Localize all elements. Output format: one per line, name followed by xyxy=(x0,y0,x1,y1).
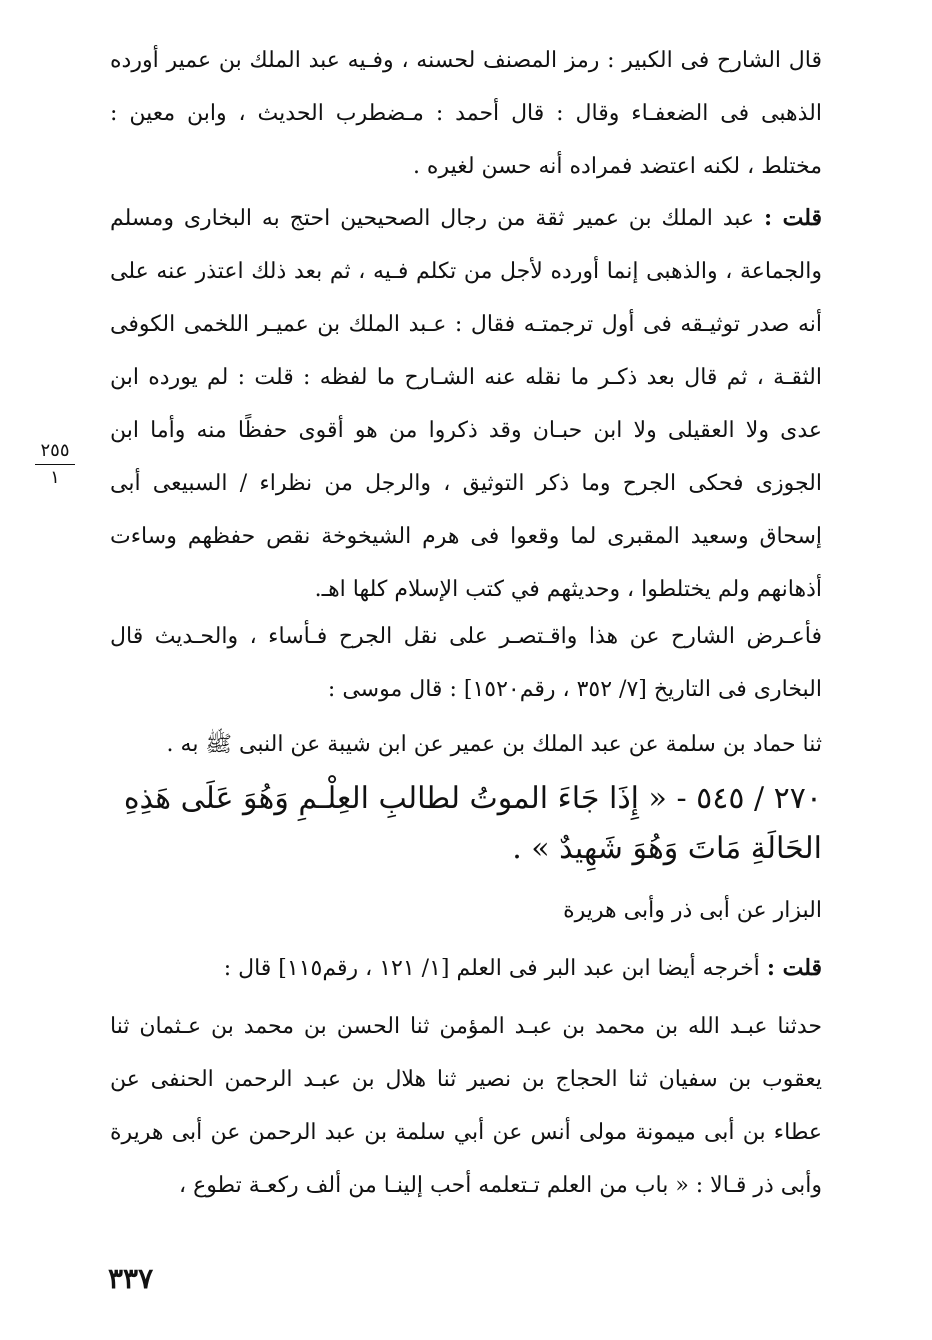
paragraph-isnad: ثنا حماد بن سلمة عن عبد الملك بن عمير عن ابن شيبة عن النبى ﷺ به . xyxy=(166,732,822,757)
margin-ref-divider xyxy=(35,464,75,465)
qultu-lead: قلت : xyxy=(766,955,822,981)
margin-ref-bottom: ١ xyxy=(50,467,60,488)
margin-ref-top: ٢٥٥ xyxy=(40,440,70,461)
paragraph-chain: حدثنا عبـد الله بن محمد بن عبـد المؤمن ثنا الحسن بن محمد بن عـثمان ثنا يعقوب بن سفيان ثنا الحجاج بن نصير ثنا هلال بن عبـد الرحمن الحنفى عن عطاء بن أبى ميمونة مولى أنس عن أبي سلمة بن عبد الرحمن عن أبى هريرة وأبى ذر قـالا : « باب من العلم تـتعلمه أحب إلينـا من ألف ركعـة تطوع ، xyxy=(110,1014,822,1198)
page-number: ٣٣٧ xyxy=(108,1262,154,1295)
paragraph-ibn-abd-al-barr: قلت : أخرجه أيضا ابن عبد البر فى العلم [١/ ١٢١ ، رقم١١٥] قال : xyxy=(223,955,822,981)
hadith-source: البزار عن أبى ذر وأبى هريرة xyxy=(563,898,822,923)
hadith-text: ٢٧٠ / ٥٤٥ - « إِذَا جَاءَ الموتُ لطالبِ العِلْـمِ وَهُوَ عَلَى هَذِهِ الحَالَةِ مَاتَ وَهُوَ شَهِيدٌ » . xyxy=(123,781,822,866)
paragraph-commentary: قال الشارح فى الكبير : رمز المصنف لحسنه ، وفـيه عبد الملك بن عمير أورده الذهبى فى الضعفـاء وقال : قال أحمد : مـضطرب الحديث ، وابن معين : مختلط ، لكنه اعتضد فمراده أنه حسن لغيره . xyxy=(110,48,822,179)
qultu-lead: قلت : xyxy=(763,205,823,231)
paragraph-bukhari: فأعـرض الشارح عن هذا واقـتصـر على نقل الجرح فـأساء ، والحـديث قال البخارى فى التاريخ [٧/ ٣٥٢ ، رقم١٥٢٠] : قال موسى : xyxy=(110,624,822,702)
margin-volume-reference xyxy=(30,440,80,489)
paragraph-rebuttal: قلت : عبد الملك بن عمير ثقة من رجال الصحيحين احتج به البخارى ومسلم والجماعة ، والذهبى إنما أورده لأجل من تكلم فـيه ، ثم بعد ذلك اعتذر عنه على أنه صدر توثيـقه فى أول ترجمتـه فقال : عـبد الملك بن عميـر اللخمى الكوفى الثقـة ، ثم قال بعد ذكـر ما نقله عنه الشـارح ما لفظه : قلت : لم يورده ابن عدى ولا العقيلى ولا ابن حبـان وقد ذكروا من هو أقوى حفظًا منه وأما ابن الجوزى فحكى الجرح وما ذكر التوثيق ، والرجل من نظراء / السبيعى أبى إسحاق وسعيد المقبرى لما وقعوا فى هرم الشيخوخة نقص حفظهم وساءت أذهانهم ولم يختلطوا ، وحديثهم في كتب الإسلام كلها اهـ. xyxy=(110,205,823,602)
